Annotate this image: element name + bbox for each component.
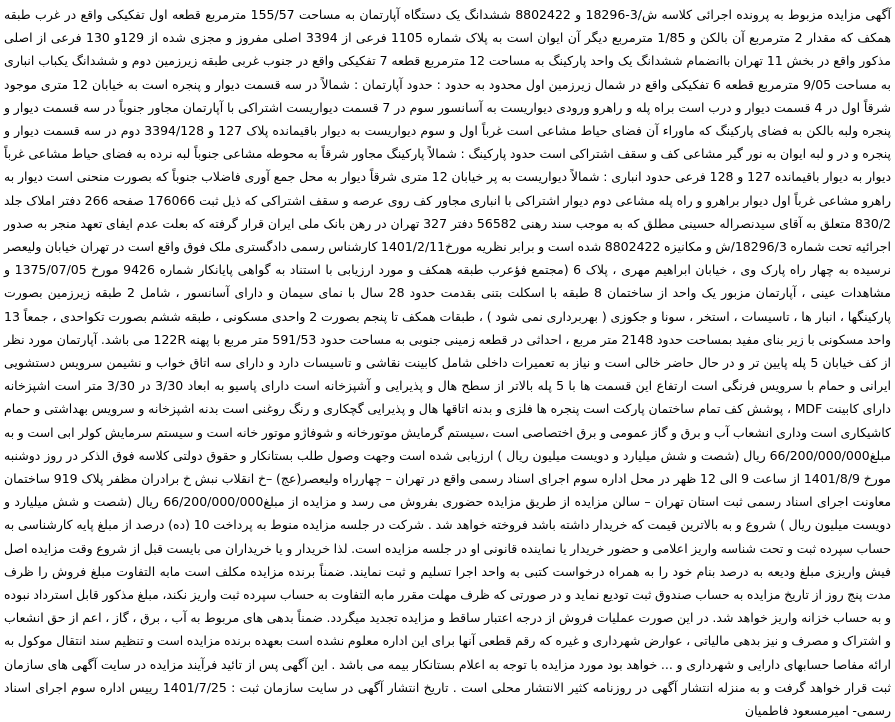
auction-notice-text: آگهی مزایده مزبوط به پرونده اجرائی کلاسه ش/3-18296 و 8802422 ششدانگ یک دستگاه آپارتمان به مساحت 155/57 مترمربع قطعه اول تفکیکی واقع در غرب طبقه همکف که مقدار 2 مترمربع آن بالکن و 1/85 مترمربع دیگر آن ایوان است به پلاک شماره 1105 فرعی از 3394 اصلی مفروز و مجزی شده از 129و 130 فرعی از اصلی مذکور واقع در بخش 11 تهران باانضمام ششدانگ یک واحد پارکینگ به مساحت 12 مترمربع قطعه 7 تفکیکی واقع در جنوب غربی طبقه زیرزمین دوم و ششدانگ یکباب انباری به مساحت 9/05 مترمربع قطعه 6 تفکیکی واقع در شمال زیرزمین اول محدود به حدود : حدود آپارتمان : شمالاً در سه قسمت دیوار و پنجره است به خیابان 12 متری موجود شرقاً اول در 4 قسمت دیوار و درب است براه پله و راهرو ورودی دیواریست به آسانسور سوم در 7 قسمت دیواریست اشتراکی با آپارتمان مجاور جنوباً در سه قسمت دیوار و پنجره ولبه بالکن به فضای پارکینگ که ماوراء آن فضای حیاط مشاعی است غرباً اول و سوم دیواریست به دیوار باقیمانده پلاک 127 و 3394/128 دوم در سه قسمت دیوار و پنجره و در و لبه ایوان به نور گیر مشاعی کف و سقف اشتراکی است حدود پارکینگ : شمالاً پارکینگ مجاور شرقاً به محوطه مشاعی جنوباً لبه نرده به فضای حیاط مشاعی غرباً دیوار به دیوار باقیمانده 127 و 128 فرعی حدود انباری : شمالاً دیواریست به پر خیابان 12 متری شرقاً دیوار به محل جمع آوری فاضلاب جنوباً که بصورت منحنی است دیوار به راهرو مشاعی غرباً اول دیوار براهرو و راه پله مشاعی دوم دیوار اشتراکی با انباری مجاور کف روی عرصه و سقف اشتراکی که ذیل ثبت 176066 صفحه 266 دفتر املاک جلد 830/2 متعلق به آقای سیدنصراله حسینی مطلق که به موجب سند رهنی 56582 دفتر 327 تهران در رهن بانک ملی ایران قرار گرفته که بعلت عدم ایفای تعهد منجر به صدور اجرائیه تحت شماره 18296/3/ش و مکانیزه 8802422 شده است و برابر نظریه مورخ1401/2/11 کارشناس رسمی دادگستری ملک فوق واقع است در تهران خیابان ولیعصر نرسیده به چهار راه پارک وی ، خیابان ابراهیم مهری ، پلاک 6 (مجتمع فؤعرب طبقه همکف و مورد ارزیابی با استناد به گواهی پایانکار شماره 9426 مورخ 1375/07/05 و مشاهدات عینی ، آپارتمان مزبور یک واحد از ساختمان 8 طبقه با اسکلت بتنی بقدمت حدود 28 سال با نمای سیمان و دارای آسانسور ، شامل 2 طبقه زیرزمین بصورت پارکینگها ، انبار ها ، تاسیسات ، استخر ، سونا و جکوزی ( بهربرداری نمی شود ) ، طبقات همکف تا پنجم بصورت 2 واحدی مسکونی ، طبقه ششم بصورت تکواحدی ، جمعاً 13 واحد مسکونی با زیر بنای مفید بمساحت حدود 2148 متر مربع ، احداثی در قطعه زمینی جنوبی به مساحت حدود 591/53 متر مربع با پهنه 122R می باشد. آپارتمان مورد نظر از کف خیابان 5 پله پایین تر و در حال حاضر خالی است و نیاز به تعمیرات داخلی شامل کابینت نقاشی و تاسیسات دارد و دارای سه اتاق خواب و نشیمن سرویس دستشویی ایرانی و حمام با سرویس فرنگی است ارتفاع این قسمت ها با 5 پله بالاتر از سطح هال و پذیرایی و آشپزخانه است دارای پاسیو به ابعاد 3/30 در 3/30 متر است اشپزخانه دارای کابینت MDF ، پوشش کف تمام ساختمان پارکت است پنجره ها فلزی و بدنه اتاقها هال و پذیرایی گچکاری و رنگ روغنی است بدنه اشپزخانه و سرویس بهداشتی و حمام کاشیکاری است وداری انشعاب آب و برق و گاز عمومی و برق اختصاصی است ،سیستم گرمایش موتورخانه و شوفاژو موتور خانه است و سیستم سرمایش کولر ابی است و به مبلغ66/200/000/000 ریال (شصت و شش میلیارد و دویست میلیون ریال ) ارزیابی شده است وجهت وصول طلب بستانکار و حقوق دولتی کلاسه فوق الذکر در روز دوشنبه مورخ 1401/8/9 از ساعت 9 الی 12 ظهر در محل اداره سوم اجرای اسناد رسمی واقع در تهران – چهارراه ولیعصر(عج) –خ انقلاب نبش خ برادران مظفر پلاک 919 ساختمان معاونت اجرای اسناد رسمی ثبت استان تهران – سالن مزایده از طریق مزایده حضوری بفروش می رسد و مزایده از مبلغ66/200/000/000 ریال (شصت و شش میلیارد و دویست میلیون ریال ) شروع و به بالاترین قیمت که خریدار داشته باشد فروخته خواهد شد . شرکت در جلسه مزایده منوط به پرداخت 10 (ده) درصد از مبلغ پایه کارشناسی به حساب سپرده ثبت و تحت شناسه واریز اعلامی و حضور خریدار یا نماینده قانونی او در جلسه مزایده است. لذا خریدار و یا خریداران می بایست قبل از شروع وقت مزایده اصل فیش واریزی مبلغ ودیعه به درصد بنام خود را به همراه درخواست کتبی به واحد اجرا تسلیم و ثبت نمایند. ضمناً برنده مزایده مکلف است مابه التفاوت مبلغ فروش را ظرف مدت پنج روز از تاریخ مزایده به حساب صندوق ثبت تودیع نماید و در صورتی که ظرف مهلت مقرر مابه التفاوت به حساب سپرده ثبت واریز نکند، مبلغ مذکور قابل استرداد نبوده و به حساب خزانه واریز خواهد شد. در این صورت عملیات فروش از درجه اعتبار ساقط و مزایده تجدید میگردد. ضمناً بدهی های مربوط به آب ، برق ، گاز ، اعم از حق انشعاب و اشتراک و مصرف و نیز بدهی مالیاتی ، عوارض شهرداری و غیره که رقم قطعی آنها برای این اداره معلوم نشده است بعهده برنده مزایده است و تنظیم سند انتقال موکول به ارائه مفاصا حسابهای دارایی و شهرداری و ... خواهد بود مورد مزایده با توجه به اعلام بستانکار بیمه می باشد . این آگهی پس از تائید فرآیند مزایده در سایت آگهی های سازمان ثبت قرار خواهد گرفت و به منزله انتشار آگهی در روزنامه کثیر الانتشار محلی است . تاریخ انتشار آگهی در سایت سازمان ثبت : 1401/7/25 رییس اداره سوم اجرای اسناد رسمی- امیرمسعود فاطمیان (4, 7, 892, 719)
